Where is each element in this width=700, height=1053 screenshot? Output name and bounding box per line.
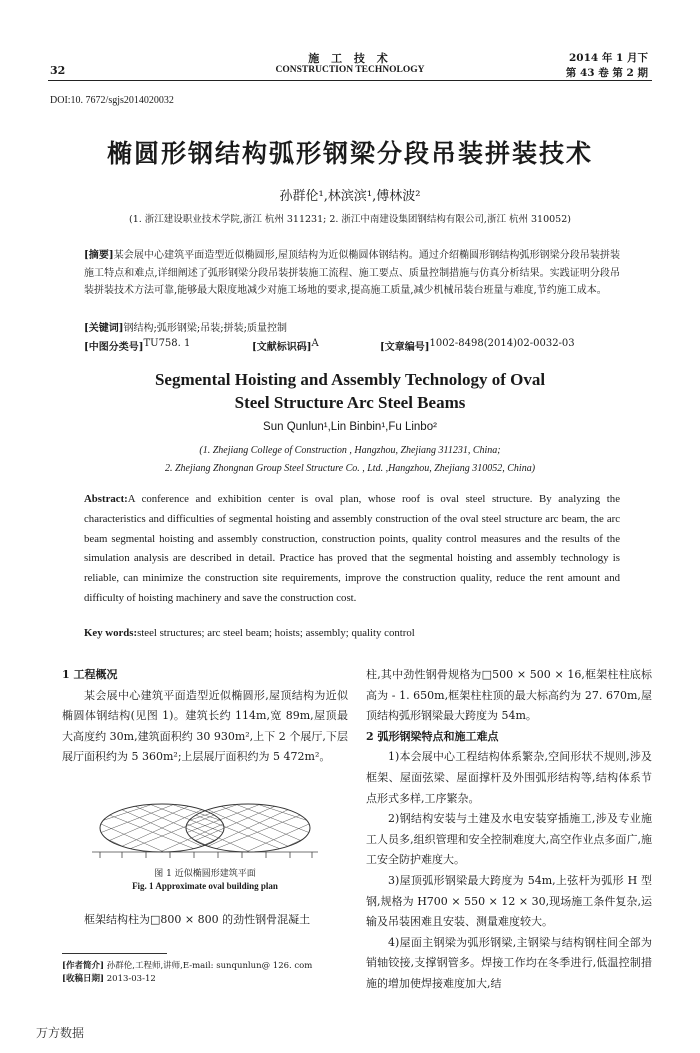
section-1-paragraph: 某会展中心建筑平面造型近似椭圆形,屋顶结构为近似椭圆体钢结构(见图 1)。建筑长约 114m,宽 89m,屋顶最大高度约 30m,建筑面积约 30 930m²,上下 2 个展厅,下层展厅面积约为 5 360m²;上层展厅面积约为 5 472m²。 [62, 688, 348, 764]
issue-volume: 第 43 卷 第 2 期 [565, 67, 648, 79]
footnote-received-label: [收稿日期] [62, 974, 105, 984]
figure-caption-en: Fig. 1 Approximate oval building plan [132, 881, 278, 891]
left-last-paragraph: 框架结构柱为□800 × 800 的劲性钢骨混凝土 [84, 913, 311, 926]
affiliations-cn: (1. 浙江建设职业技术学院,浙江 杭州 311231; 2. 浙江中南建设集团钢结构有限公司,浙江 杭州 310052) [129, 214, 571, 225]
journal-name-cn: 施 工 技 术 [308, 52, 392, 65]
doi: DOI:10. 7672/sgjs2014020032 [50, 95, 174, 106]
right-paragraph-0: 柱,其中劲性钢骨规格为□500 × 500 × 16,框架柱柱底标高为 - 1. 650m,框架柱柱顶的最大标高约为 27. 670m,屋顶结构弧形钢梁最大跨度为 54m。 [366, 668, 652, 723]
keywords-en-text: steel structures; arc steel beam; hoists; assembly; quality control [137, 627, 415, 639]
affiliations-en [0, 442, 700, 478]
abstract-cn [84, 247, 620, 300]
doc-code-value: A [311, 338, 319, 349]
left-column-continuation [62, 910, 348, 931]
left-dome-grid [92, 792, 232, 860]
watermark: 万方数据 [36, 1026, 85, 1040]
doc-code-label: [文献标识码] [252, 342, 312, 353]
article-number-label: [文章编号] [380, 342, 430, 353]
affiliation-en-2: 2. Zhejiang Zhongnan Group Steel Structure Co. , Ltd. ,Hangzhou, Zhejiang 310052, China) [164, 463, 536, 474]
clc-label: [中图分类号] [84, 342, 144, 353]
classification-row [84, 338, 620, 356]
page-number: 32 [50, 64, 66, 77]
footnote-author: 孙群伦,工程师,讲师,E-mail: sunqunlun@ 126. com [106, 961, 313, 971]
paper-title-en [0, 368, 700, 414]
right-paragraph-4: 4)屋面主钢梁为弧形钢梁,主钢梁与结构钢柱间全部为销轴铰接,支撑钢管多。焊接工作均在冬季进行,低温控制措施的增加使焊接难度加大,结 [366, 935, 652, 990]
section-2-heading: 2 弧形钢梁特点和施工难点 [366, 729, 499, 743]
keywords-en-label: Key words: [84, 627, 138, 639]
keywords-cn [84, 320, 620, 337]
footnote [62, 960, 348, 986]
article-number-value: 1002-8498(2014)02-0032-03 [429, 338, 575, 349]
section-1-heading: 1 工程概况 [62, 668, 118, 681]
right-paragraph-3: 3)屋顶弧形钢梁最大跨度为 54m,上弦杆为弧形 H 型钢,规格为 H700 × 550 × 12 × 30,现场施工条件复杂,运输及吊装困难且安装、测量难度较大。 [366, 873, 652, 929]
abstract-en [84, 490, 620, 609]
issue-date: 2014 年 1 月下 [569, 52, 648, 64]
journal-name-en: CONSTRUCTION TECHNOLOGY [275, 65, 425, 75]
authors-en: Sun Qunlun¹,Lin Binbin¹,Fu Linbo² [263, 421, 437, 433]
authors-cn: 孙群伦¹,林滨滨¹,傅林波² [279, 189, 421, 204]
header-rule [48, 80, 652, 81]
keywords-en [84, 627, 620, 639]
figure-oval-roof [62, 792, 348, 860]
footnote-rule [62, 953, 167, 954]
right-paragraph-2: 2)钢结构安装与土建及水电安装穿插施工,涉及专业施工人员多,组织管理和安全控制难度大,高空作业点多面广,施工安全防护难度大。 [366, 812, 652, 867]
right-paragraph-1: 1)本会展中心工程结构体系繁杂,空间形状不规则,涉及框架、屋面弦梁、屋面撑杆及外围弧形结构等,结构体系节点形式多样,工序繁杂。 [366, 750, 652, 805]
right-dome-grid [178, 792, 318, 860]
figure-caption-cn: 图 1 近似椭圆形建筑平面 [154, 869, 256, 879]
keywords-cn-label: [关键词] [84, 323, 124, 334]
paper-title-cn: 椭圆形钢结构弧形钢梁分段吊装拼装技术 [106, 139, 593, 168]
affiliation-en-1: (1. Zhejiang College of Construction , Hangzhou, Zhejiang 311231, China; [199, 445, 501, 456]
body-left-column [62, 665, 348, 768]
abstract-cn-label: [摘要] [84, 250, 114, 261]
clc-value: TU758. 1 [143, 338, 191, 349]
paper-title-en-line2: Steel Structure Arc Steel Beams [234, 393, 466, 412]
body-right-column [366, 665, 652, 995]
abstract-cn-text: 某会展中心建筑平面造型近似椭圆形,屋顶结构为近似椭圆体钢结构。通过介绍椭圆形钢结构弧形钢梁分段吊装拼装施工特点和难点,详细阐述了弧形钢梁分段吊装拼装施工流程、施工要点、质量控制措施与仿真分析结果。实践证明分段吊装拼装技术方法可靠,能够最大限度地减少对施工场地的要求,提高施工质量,减少机械吊装台班量与难度,节约施工成本。 [84, 250, 620, 296]
footnote-received: 2013-03-12 [106, 974, 156, 984]
footnote-author-label: [作者简介] [62, 961, 105, 971]
keywords-cn-text: 钢结构;弧形钢梁;吊装;拼装;质量控制 [123, 323, 287, 334]
abstract-en-text: A conference and exhibition center is oval plan, whose roof is oval steel structure. By analyzing the characteristics and difficulties of segmental hoisting and assembly construction of the oval steel structure arc beam, the arc beam segmental hoisting and assembly construction, construction points, quality control measures and the results of the simulation analysis are described in detail. Practice has proved that the segmental hoisting and assembly technology is reliable, can minimize the construction site requirements, improve the construction quality, reduce the rent amount and difficulty of hoisting machinery and save the construction cost. [84, 493, 620, 604]
abstract-en-label: Abstract: [84, 493, 128, 505]
paper-title-en-line1: Segmental Hoisting and Assembly Technology of Oval [154, 370, 546, 389]
